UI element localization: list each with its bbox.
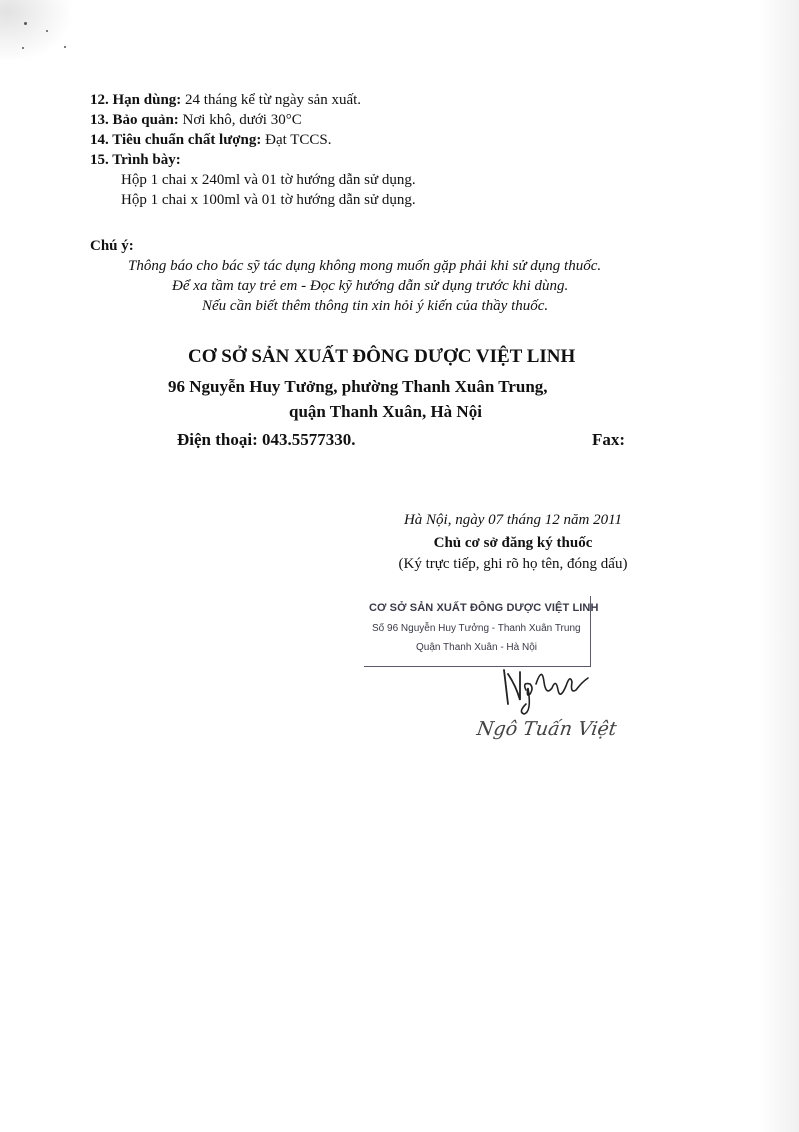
company-fax: Fax:: [592, 430, 626, 449]
item-value: Đạt TCCS.: [261, 132, 332, 148]
company-address-line2: quận Thanh Xuân, Hà Nội: [289, 402, 482, 421]
signature-block: [368, 510, 658, 574]
scan-speck: [64, 46, 66, 48]
signer-role: Chủ cơ sở đăng ký thuốc: [433, 535, 593, 551]
note-line: Nếu cần biết thêm thông tin xin hỏi ý kiến của thầy thuốc.: [202, 298, 549, 314]
item-label: 14. Tiêu chuẩn chất lượng:: [90, 132, 262, 148]
scan-speck: [22, 47, 24, 49]
company-address-line1: 96 Nguyễn Huy Tưởng, phường Thanh Xuân Trung,: [168, 377, 548, 396]
item-shelf-life: [90, 90, 416, 110]
item-label: 13. Bảo quản:: [90, 112, 179, 128]
signer-name: Ngô Tuấn Việt: [475, 718, 618, 740]
item-label: 15. Trình bày:: [90, 152, 181, 168]
stamp-line: CƠ SỞ SẢN XUẤT ĐÔNG DƯỢC VIỆT LINH: [369, 602, 599, 614]
company-phone: Điện thoại: 043.5577330.: [177, 430, 356, 449]
company-name: CƠ SỞ SẢN XUẤT ĐÔNG DƯỢC VIỆT LINH: [188, 346, 576, 367]
note-line: Để xa tầm tay trẻ em - Đọc kỹ hướng dẫn sử dụng trước khi dùng.: [172, 278, 569, 294]
handwritten-signature: [486, 660, 596, 716]
company-stamp: [364, 596, 599, 667]
stamp-line: Số 96 Nguyễn Huy Tưởng - Thanh Xuân Trung: [372, 623, 581, 634]
item-storage: [90, 110, 416, 130]
notes-heading-text: Chú ý:: [90, 238, 134, 254]
notes-section: [90, 236, 601, 316]
notes-heading: [90, 236, 601, 256]
item-quality-standard: [90, 130, 416, 150]
packaging-line: Hộp 1 chai x 240ml và 01 tờ hướng dẫn sử dụng.: [121, 172, 416, 188]
stamp-line: Quận Thanh Xuân - Hà Nội: [416, 642, 538, 653]
scan-edge-shadow: [0, 0, 70, 60]
scan-speck: [24, 22, 27, 25]
signing-instruction: (Ký trực tiếp, ghi rõ họ tên, đóng dấu): [398, 556, 628, 572]
packaging-line: Hộp 1 chai x 100ml và 01 tờ hướng dẫn sử dụng.: [121, 192, 416, 208]
signing-date: Hà Nội, ngày 07 tháng 12 năm 2011: [403, 512, 623, 528]
item-presentation: [90, 150, 416, 170]
specification-list: [90, 90, 416, 210]
item-label: 12. Hạn dùng:: [90, 92, 182, 108]
item-value: Nơi khô, dưới 30°C: [178, 112, 302, 128]
item-value: 24 tháng kể từ ngày sản xuất.: [181, 92, 362, 108]
scan-speck: [46, 30, 48, 32]
scan-right-shadow: [759, 0, 799, 1132]
note-line: Thông báo cho bác sỹ tác dụng không mong muốn gặp phải khi sử dụng thuốc.: [128, 258, 602, 274]
